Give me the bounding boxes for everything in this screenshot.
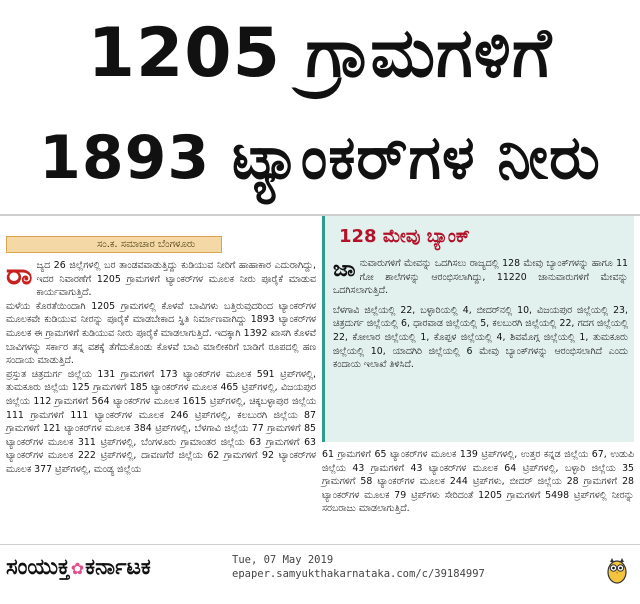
dateline [232, 553, 485, 581]
epaper-url[interactable]: epaper.samyukthakarnataka.com/c/39184997 [232, 568, 485, 580]
fodder-bank-paragraph-2: ಬೆಳಗಾವಿ ಜಿಲ್ಲೆಯಲ್ಲಿ 22, ಬಳ್ಳಾರಿಯಲ್ಲಿ 4, ಬೀದರ್‌ನಲ್ಲಿ 10, ವಿಜಯಪುರ ಜಿಲ್ಲೆಯಲ್ಲಿ 23, ಚಿತ್ರದುರ್ಗ ಜಿಲ್ಲೆಯಲ್ಲಿ 6, ಧಾರವಾಡ ಜಿಲ್ಲೆಯಲ್ಲಿ 5, ಕಲಬುರಗಿ ಜಿಲ್ಲೆಯಲ್ಲಿ 22, ಗದಗ ಜಿಲ್ಲೆಯಲ್ಲಿ 22, ಕೋಲಾರ ಜಿಲ್ಲೆಯಲ್ಲಿ 1, ಕೊಪ್ಪಳ ಜಿಲ್ಲೆಯಲ್ಲಿ 4, ಶಿವಮೊಗ್ಗ ಜಿಲ್ಲೆಯಲ್ಲಿ 1, ತುಮಕೂರು ಜಿಲ್ಲೆಯಲ್ಲಿ 10, ಯಾದಗಿರಿ ಜಿಲ್ಲೆಯಲ್ಲಿ 6 ಮೇವು ಬ್ಯಾಂಕ್‌ಗಳನ್ನು ಆರಂಭಿಸಲಾಗಿದೆ ಎಂದು ಕಂದಾಯ ಇಲಾಖೆ ತಿಳಿಸಿದೆ. [333, 304, 628, 371]
byline: ಸಂ.ಕ. ಸಮಾಚಾರ ಬೆಂಗಳೂರು [6, 236, 222, 253]
lotus-icon: ✿ [70, 559, 85, 578]
logo-left: ಸಂಯುಕ್ತ [6, 555, 70, 580]
publication-logo [6, 555, 151, 580]
fodder-bank-paragraph-1 [333, 257, 628, 298]
fodder-dropcap: ಜಾ [333, 257, 356, 282]
logo-right: ಕರ್ನಾಟಕ [85, 555, 151, 580]
article-paragraph-2: ಮಳೆಯ ಕೊರತೆಯಿಂದಾಗಿ 1205 ಗ್ರಾಮಗಳಲ್ಲಿ ಕೊಳವೆ ಬಾವಿಗಳು ಬತ್ತಿರುವುದರಿಂದ ಟ್ಯಾಂಕರ್‌ಗಳ ಮೂಲಕವೇ ಕುಡಿಯುವ ನೀರನ್ನು ಪೂರೈಕೆ ಮಾಡಬೇಕಾದ ಸ್ಥಿತಿ ನಿರ್ಮಾಣವಾಗಿದ್ದು 1893 ಟ್ಯಾಂಕರ್‌ಗಳ ಮೂಲಕ ಈ ಗ್ರಾಮಗಳಿಗೆ ಕುಡಿಯುವ ನೀರು ಪೂರೈಕೆ ಮಾಡಲಾಗುತ್ತಿದೆ. ಇದಕ್ಕಾಗಿ 1392 ಖಾಸಗಿ ಕೊಳವೆ ಬಾವಿಗಳನ್ನು ಸರ್ಕಾರ ತನ್ನ ವಶಕ್ಕೆ ತೆಗೆದುಕೊಂಡು ಕೊಳವೆ ಬಾವಿ ಮಾಲೀಕರಿಗೆ ಬಾಡಿಗೆ ರೂಪದಲ್ಲಿ ಹಣ ಸಂದಾಯ ಮಾಡುತ್ತಿದೆ. [6, 300, 316, 367]
owl-icon [606, 555, 628, 585]
dropcap: ರಾ [6, 257, 33, 292]
article-paragraph-1-text: ಜ್ಯದ 26 ಜಿಲ್ಲೆಗಳಲ್ಲಿ ಬರ ತಾಂಡವವಾಡುತ್ತಿದ್ದು ಕುಡಿಯುವ ನೀರಿಗೆ ಹಾಹಾಕಾರ ಎದುರಾಗಿದ್ದು, ಇದರ ನಿವಾರಣೆಗೆ 1205 ಗ್ರಾಮಗಳಿಗೆ ಟ್ಯಾಂಕರ್‌ಗಳ ಮೂಲಕ ನೀರು ಪೂರೈಕೆ ಮಾಡುವ ಕಾರ್ಯವಾಗುತ್ತಿದೆ. [36, 260, 316, 299]
article-column [6, 236, 316, 477]
fodder-bank-paragraph-1-text: ನುವಾರುಗಳಿಗೆ ಮೇವನ್ನು ಒದಗಿಸಲು ರಾಜ್ಯದಲ್ಲಿ 128 ಮೇವು ಬ್ಯಾಂಕ್‌ಗಳನ್ನು ಹಾಗೂ 11 ಗೋ ಶಾಲೆಗಳನ್ನು ಆರಂಭಿಸಲಾಗಿದ್ದು, 11220 ಜಾನುವಾರುಗಳಿಗೆ ಮೇವನ್ನು ಒದಗಿಸಲಾಗುತ್ತಿದೆ. [333, 258, 628, 297]
article-paragraph-3: ಪ್ರಸ್ತುತ ಚಿತ್ರದುರ್ಗ ಜಿಲ್ಲೆಯ 131 ಗ್ರಾಮಗಳಿಗೆ 173 ಟ್ಯಾಂಕರ್‌ಗಳ ಮೂಲಕ 591 ಟ್ರಿಪ್‌ಗಳಲ್ಲಿ, ತುಮಕೂರು ಜಿಲ್ಲೆಯ 125 ಗ್ರಾಮಗಳಿಗೆ 185 ಟ್ಯಾಂಕರ್‌ಗಳ ಮೂಲಕ 465 ಟ್ರಿಪ್‌ಗಳಲ್ಲಿ, ವಿಜಯಪುರ ಜಿಲ್ಲೆಯ 112 ಗ್ರಾಮಗಳಿಗೆ 564 ಟ್ಯಾಂಕರ್‌ಗಳ ಮೂಲಕ 1615 ಟ್ರಿಪ್‌ಗಳಲ್ಲಿ, ಚಿಕ್ಕಬಳ್ಳಾಪುರ ಜಿಲ್ಲೆಯ 111 ಗ್ರಾಮಗಳಿಗೆ 111 ಟ್ಯಾಂಕರ್‌ಗಳ ಮೂಲಕ 246 ಟ್ರಿಪ್‌ಗಳಲ್ಲಿ, ಕಲಬುರಗಿ ಜಿಲ್ಲೆಯ 87 ಗ್ರಾಮಗಳಿಗೆ 121 ಟ್ಯಾಂಕರ್‌ಗಳ ಮೂಲಕ 384 ಟ್ರಿಪ್‌ಗಳಲ್ಲಿ, ಬೆಳಗಾವಿ ಜಿಲ್ಲೆಯ 77 ಗ್ರಾಮಗಳಿಗೆ 85 ಟ್ಯಾಂಕರ್‌ಗಳ ಮೂಲಕ 311 ಟ್ರಿಪ್‌ಗಳಲ್ಲಿ, ಬೆಂಗಳೂರು ಗ್ರಾಮಾಂತರ ಜಿಲ್ಲೆಯ 63 ಗ್ರಾಮಗಳಿಗೆ 63 ಟ್ಯಾಂಕರ್‌ಗಳ ಮೂಲಕ 222 ಟ್ರಿಪ್‌ಗಳಲ್ಲಿ, ದಾವಣಗೆರೆ ಜಿಲ್ಲೆಯ 62 ಗ್ರಾಮಗಳಿಗೆ 92 ಟ್ಯಾಂಕರ್‌ಗಳ ಮೂಲಕ 377 ಟ್ರಿಪ್‌ಗಳಲ್ಲಿ, ಮಂಡ್ಯ ಜಿಲ್ಲೆಯ [6, 368, 316, 475]
publish-date: Tue, 07 May 2019 [232, 554, 334, 566]
headline-line-1: 1205 ಗ್ರಾಮಗಳಿಗೆ [87, 14, 553, 93]
sidebar-column [322, 216, 634, 516]
fodder-bank-title: 128 ಮೇವು ಬ್ಯಾಂಕ್ [339, 226, 470, 247]
headline-line-2: 1893 ಟ್ಯಾಂಕರ್‌ಗಳ ನೀರು [39, 123, 601, 193]
fodder-bank-box [322, 216, 634, 442]
article-continuation: 61 ಗ್ರಾಮಗಳಿಗೆ 65 ಟ್ಯಾಂಕರ್‌ಗಳ ಮೂಲಕ 139 ಟ್ರಿಪ್‌ಗಳಲ್ಲಿ, ಉತ್ತರ ಕನ್ನಡ ಜಿಲ್ಲೆಯ 67, ಉಡುಪಿ ಜಿಲ್ಲೆಯ 43 ಗ್ರಾಮಗಳಿಗೆ 43 ಟ್ಯಾಂಕರ್‌ಗಳ ಮೂಲಕ 64 ಟ್ರಿಪ್‌ಗಳಲ್ಲಿ, ಬಳ್ಳಾರಿ ಜಿಲ್ಲೆಯ 35 ಗ್ರಾಮಗಳಿಗೆ 58 ಟ್ಯಾಂಕರ್‌ಗಳ ಮೂಲಕ 244 ಟ್ರಿಪ್‌ಗಳು, ಬೀದರ್ ಜಿಲ್ಲೆಯ 28 ಗ್ರಾಮಗಳಿಗೆ 28 ಟ್ಯಾಂಕರ್‌ಗಳ ಮೂಲಕ 79 ಟ್ರಿಪ್‌ಗಳು ಸೇರಿದಂತೆ 1205 ಗ್ರಾಮಗಳಿಗೆ 5498 ಟ್ರಿಪ್‌ಗಳಲ್ಲಿ ನೀರನ್ನು ಸರಬರಾಜು ಮಾಡಲಾಗುತ್ತಿದೆ. [322, 449, 634, 515]
footer [0, 544, 640, 604]
article-paragraph-1 [6, 259, 316, 300]
